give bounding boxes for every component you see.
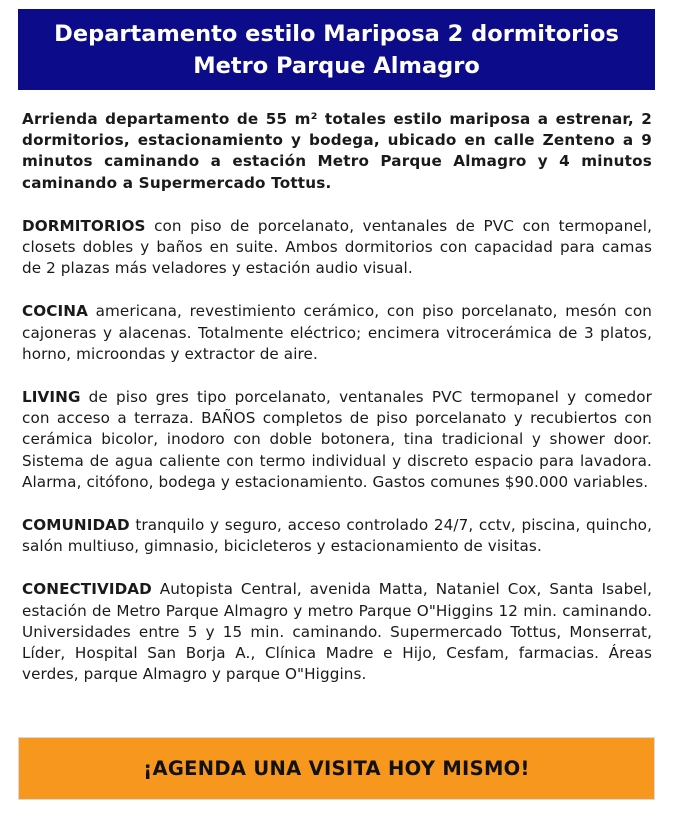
section-cocina	[22, 301, 652, 365]
listing-description	[22, 109, 652, 707]
schedule-visit-label: ¡AGENDA UNA VISITA HOY MISMO!	[143, 757, 530, 780]
section-heading-comunidad: COMUNIDAD	[22, 516, 130, 535]
section-text-dormitorios: con piso de porcelanato, ventanales de PVC con termopanel, closets dobles y baños en suite. Ambos dormitorios con capacidad para camas de 2 plazas más veladores y estación audio visual.	[22, 216, 652, 278]
section-heading-cocina: COCINA	[22, 302, 88, 321]
page-title: Departamento estilo Mariposa 2 dormitorios Metro Parque Almagro	[54, 20, 619, 79]
schedule-visit-banner[interactable]	[18, 737, 655, 800]
title-banner	[18, 9, 655, 90]
section-comunidad	[22, 515, 652, 557]
intro-paragraph: Arrienda departamento de 55 m² totales estilo mariposa a estrenar, 2 dormitorios, estacionamiento y bodega, ubicado en calle Zenteno a 9 minutos caminando a estación Metro Parque Almagro y 4 minutos caminando a Supermercado Tottus.	[22, 110, 652, 192]
section-dormitorios	[22, 216, 652, 280]
section-living	[22, 387, 652, 493]
section-text-cocina: americana, revestimiento cerámico, con piso porcelanato, mesón con cajoneras y alacenas. Totalmente eléctrico; encimera vitrocerámica de 3 platos, horno, microondas y extractor de aire.	[22, 302, 652, 363]
section-heading-conectividad: CONECTIVIDAD	[22, 580, 152, 599]
section-text-living: de piso gres tipo porcelanato, ventanales PVC termopanel y comedor con acceso a terraza. BAÑOS completos de piso porcelanato y recubiertos con cerámica bicolor, inodoro con doble botonera, tina tradicional y shower door. Sistema de agua caliente con termo individual y discreto espacio para lavadora. Alarma, citófono, bodega y estacionamiento. Gastos comunes $90.000 variables.	[22, 388, 652, 491]
section-conectividad	[22, 579, 652, 685]
section-text-conectividad: Autopista Central, avenida Matta, Nataniel Cox, Santa Isabel, estación de Metro Parque Almagro y metro Parque O"Higgins 12 min. caminando. Universidades entre 5 y 15 min. caminando. Supermercado Tottus, Monserrat, Líder, Hospital San Borja A., Clínica Madre e Hijo, Cesfam, farmacias. Áreas verdes, parque Almagro y parque O"Higgins.	[22, 580, 652, 684]
section-heading-living: LIVING	[22, 388, 81, 407]
section-text-comunidad: tranquilo y seguro, acceso controlado 24/7, cctv, piscina, quincho, salón multiuso, gimnasio, bicicleteros y estacionamiento de visitas.	[22, 516, 652, 556]
section-heading-dormitorios: DORMITORIOS	[22, 216, 146, 235]
